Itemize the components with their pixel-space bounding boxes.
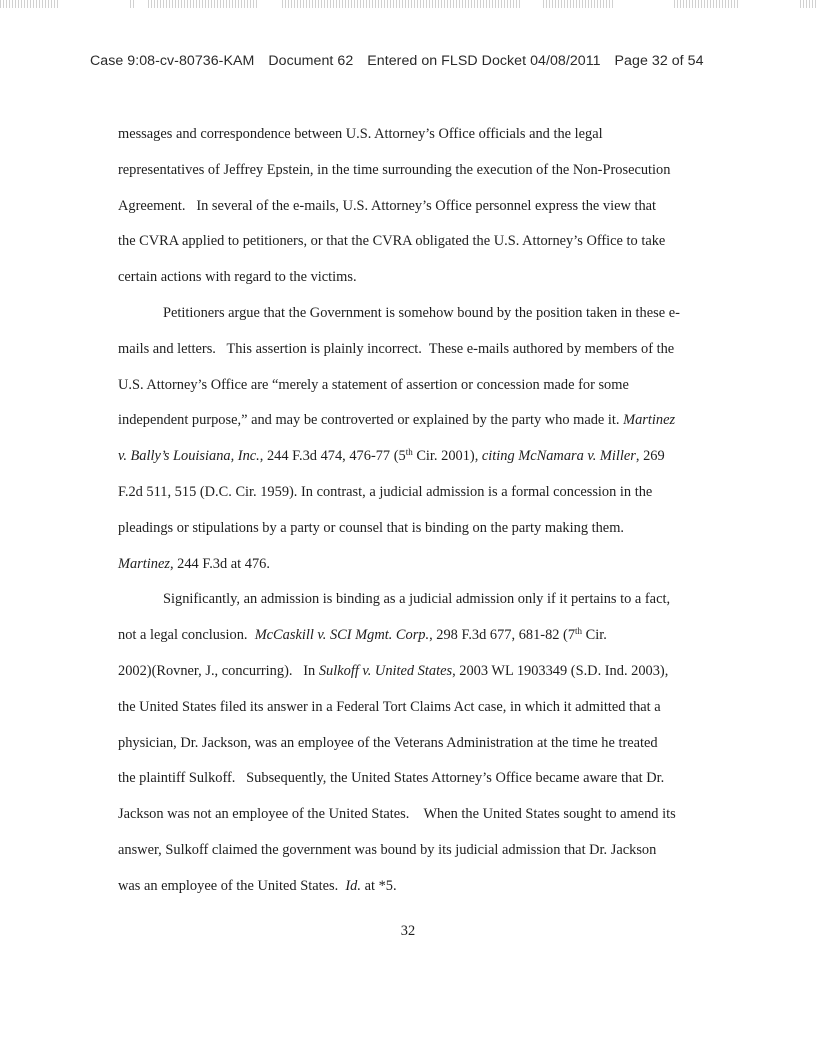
text-run: 2002)(Rovner, J., concurring). In: [118, 662, 319, 679]
text-line: certain actions with regard to the victims.: [118, 269, 357, 286]
text-line: [118, 618, 718, 654]
document-body: [118, 117, 718, 905]
case-citation: McCaskill v. SCI Mgmt. Corp.: [254, 627, 430, 644]
case-citation: Id.: [345, 877, 361, 894]
text-line: [118, 869, 718, 905]
text-run: was an employee of the United States.: [118, 877, 346, 894]
case-header: [90, 53, 750, 69]
text-line: the CVRA applied to petitioners, or that the CVRA obligated the U.S. Attorney’s Office to take: [118, 233, 666, 250]
text-run: , 2003 WL 1903349 (S.D. Ind. 2003),: [452, 662, 669, 679]
text-line: Petitioners argue that the Government is somehow bound by the position taken in these e-: [163, 304, 680, 321]
text-line: Jackson was not an employee of the United States. When the United States sought to amend its: [118, 806, 676, 823]
text-run: , 244 F.3d at 476.: [169, 555, 270, 572]
text-line: pleadings or stipulations by a party or counsel that is binding on the party making them.: [118, 519, 624, 536]
page-number: 32: [400, 923, 416, 939]
text-run: at *5.: [360, 877, 397, 894]
scan-artifacts: [0, 0, 816, 12]
text-line: the United States filed its answer in a Federal Tort Claims Act case, in which it admitted that a: [118, 698, 661, 715]
text-line: [118, 547, 718, 583]
document-number: Document 62: [268, 53, 354, 69]
text-run: Cir. 2001),: [412, 448, 482, 465]
text-line: Significantly, an admission is binding as a judicial admission only if it pertains to a fact,: [163, 591, 671, 608]
text-line: mails and letters. This assertion is plainly incorrect. These e-mails authored by members of the: [118, 340, 675, 357]
text-line: Agreement. In several of the e-mails, U.S. Attorney’s Office personnel express the view that: [118, 197, 657, 214]
case-citation: Martinez: [118, 555, 170, 572]
text-run: not a legal conclusion.: [118, 627, 255, 644]
text-line: representatives of Jeffrey Epstein, in the time surrounding the execution of the Non-Prosecution: [118, 161, 671, 178]
case-citation: v. Bally’s Louisiana, Inc.: [118, 448, 260, 465]
text-line: [118, 403, 718, 439]
text-line: [118, 654, 718, 690]
case-citation: Sulkoff v. United States: [318, 662, 453, 679]
text-line: physician, Dr. Jackson, was an employee of the Veterans Administration at the time he treated: [118, 734, 658, 751]
ordinal-suffix: th: [575, 626, 583, 637]
text-run: independent purpose,” and may be controverted or explained by the party who made it.: [118, 412, 624, 429]
docket-entry: Entered on FLSD Docket 04/08/2011: [367, 53, 601, 69]
case-citation: citing McNamara v. Miller: [481, 448, 636, 465]
ordinal-suffix: th: [405, 447, 413, 458]
text-line: U.S. Attorney’s Office are “merely a statement of assertion or concession made for some: [118, 376, 629, 393]
text-run: , 244 F.3d 474, 476-77 (5: [259, 448, 406, 465]
case-number: Case 9:08-cv-80736-KAM: [90, 53, 255, 69]
text-line: answer, Sulkoff claimed the government was bound by its judicial admission that Dr. Jackson: [118, 841, 657, 858]
page-indicator: Page 32 of 54: [614, 53, 704, 69]
case-citation: Martinez: [623, 412, 676, 429]
text-line: messages and correspondence between U.S. Attorney’s Office officials and the legal: [118, 126, 603, 142]
text-run: , 298 F.3d 677, 681-82 (7: [429, 627, 576, 644]
text-line: the plaintiff Sulkoff. Subsequently, the United States Attorney’s Office became aware that Dr.: [118, 770, 665, 787]
text-line: [118, 439, 718, 475]
text-line: F.2d 511, 515 (D.C. Cir. 1959). In contrast, a judicial admission is a formal concession in the: [118, 483, 653, 500]
text-run: , 269: [635, 448, 665, 465]
text-run: Cir.: [582, 627, 607, 644]
